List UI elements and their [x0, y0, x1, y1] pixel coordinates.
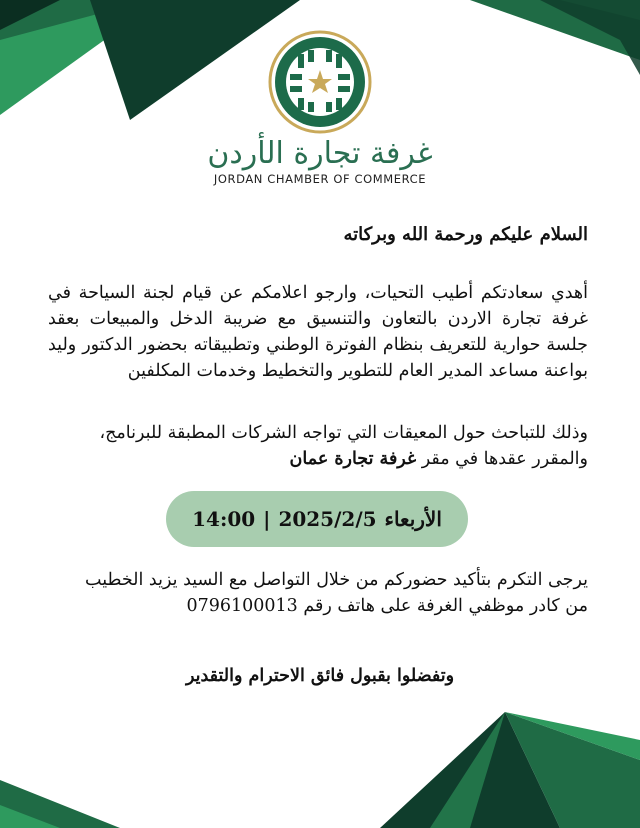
- logo-english-text: JORDAN CHAMBER OF COMMERCE: [213, 172, 427, 186]
- venue-prefix: والمقرر عقدها في مقر: [421, 449, 588, 469]
- closing-line: وتفضلوا بقبول فائق الاحترام والتقدير: [185, 666, 455, 686]
- chamber-emblem-icon: [268, 30, 372, 134]
- logo-arabic-text: غرفة تجارة الأردن: [207, 136, 433, 171]
- body-paragraph-2: [48, 420, 588, 472]
- body-paragraph-3-line-1: يرجى التكرم بتأكيد حضوركم من خلال التواصل مع السيد يزيد الخطيب: [85, 570, 588, 590]
- greeting: السلام عليكم ورحمة الله وبركاته: [343, 224, 588, 245]
- body-paragraph-2-line-2: [48, 446, 588, 472]
- date-time-badge: [166, 491, 468, 547]
- date-value: 2025/2/5: [278, 507, 377, 531]
- body-paragraph-2-line-1: وذلك للتباحث حول المعيقات التي تواجه الشركات المطبقة للبرنامج،: [99, 423, 588, 443]
- logo: [0, 30, 640, 186]
- venue-name: غرفة تجارة عمان: [289, 449, 417, 469]
- body-paragraph-3: [48, 567, 588, 619]
- date-day: الأربعاء: [384, 507, 442, 531]
- body-paragraph-3-line-2: من كادر موظفي الغرفة على هاتف رقم 0796100013: [186, 596, 588, 616]
- date-separator: |: [263, 507, 271, 531]
- body-paragraph-1: أهدي سعادتكم أطيب التحيات، وارجو اعلامكم عن قيام لجنة السياحة في غرفة تجارة الاردن بالتعاون والتنسيق مع ضريبة الدخل والمبيعات بعقد جلسة حوارية للتعريف بنظام الفوترة الوطني وتطبيقاته بحضور الدكتور وليد بواعنة مساعد المدير العام للتطوير والتخطيط وخدمات المكلفين: [48, 283, 588, 381]
- date-time: 14:00: [192, 507, 256, 531]
